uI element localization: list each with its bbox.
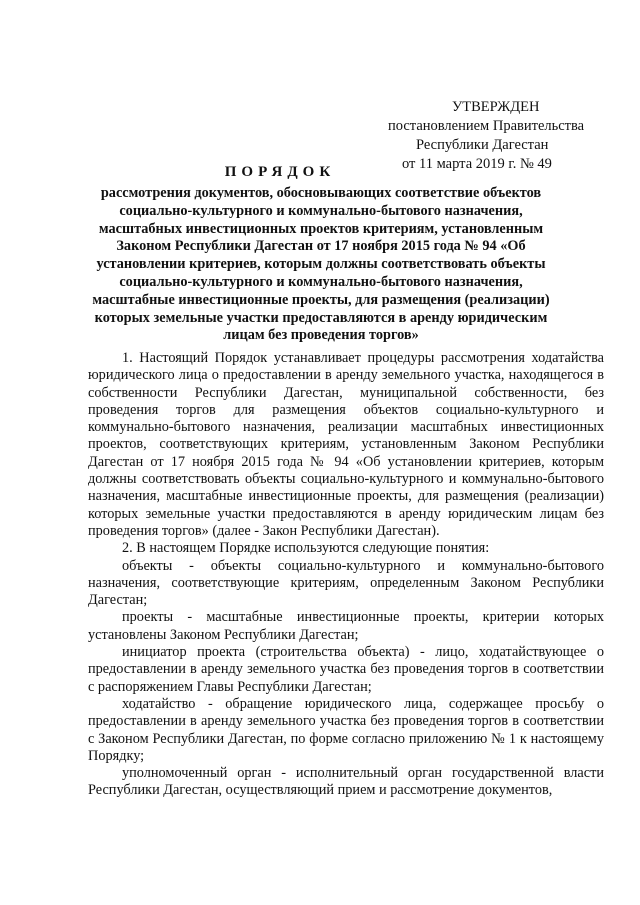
paragraph-2: 2. В настоящем Порядке используются следующие понятия:: [122, 540, 490, 557]
definition-initiator: инициатор проекта (строительства объекта) - лицо, ходатайствующее о предоставлении в аренду земельного участка без проведения торгов в соответствии с распоряжением Главы Республики Дагестан;: [88, 644, 604, 695]
approval-title: УТВЕРЖДЕН: [452, 99, 540, 115]
definition-objects: объекты - объекты социально-культурного и коммунально-бытового назначения, соответствующие критериям, определенным Законом Республики Дагестан;: [88, 557, 604, 609]
definition-petition: ходатайство - обращение юридического лица, содержащее просьбу о предоставлении в аренду земельного участка без проведения торгов в соответствии с Законом Республики Дагестан, по форме согласно приложению № 1 к настоящему Порядку;: [88, 695, 604, 764]
definition-authority: уполномоченный орган - исполнительный орган государственной власти Республики Дагестан, осуществляющий прием и рассмотрение документов,: [88, 765, 604, 799]
approval-line-3: от 11 марта 2019 г. № 49: [402, 156, 552, 172]
approval-line-2: Республики Дагестан: [416, 137, 549, 153]
document-body: [88, 350, 604, 800]
document-subtitle: рассмотрения документов, обосновывающих соответствие объектов социально-культурного и коммунально-бытового назначения, масштабных инвестиционных проектов критериям, установленным Законом Республики Дагестан от 17 ноября 2015 года № 94 «Об установлении критериев, которым должны соответствовать объекты социально-культурного и коммунально-бытового назначения, масштабные инвестиционные проекты, для размещения (реализации) которых земельные участки предоставляются в аренду юридическим лицам без проведения торгов»: [92, 185, 550, 344]
paragraph-1: 1. Настоящий Порядок устанавливает процедуры рассмотрения ходатайства юридического лица о предоставлении в аренду земельного участка, находящегося в собственности Республики Дагестан, муниципальной собственности, без проведения торгов для размещения объектов социально-культурного и коммунально-бытового назначения, реализации масштабных инвестиционных проектов, соответствующих критериям, установленным Законом Республики Дагестан от 17 ноября 2015 года № 94 «Об установлении критериев, которым должны соответствовать объекты социально-культурного и коммунально-бытового назначения, масштабные инвестиционные проекты, для размещения (реализации) которых земельные участки предоставляются в аренду юридическим лицам без проведения торгов» (далее - Закон Республики Дагестан).: [88, 350, 604, 539]
approval-block: [388, 98, 608, 174]
approval-line-1: постановлением Правительства: [388, 118, 585, 134]
definition-projects: проекты - масштабные инвестиционные проекты, критерии которых установлены Законом Республики Дагестан;: [88, 609, 604, 643]
document-title: ПОРЯДОК: [224, 164, 336, 180]
